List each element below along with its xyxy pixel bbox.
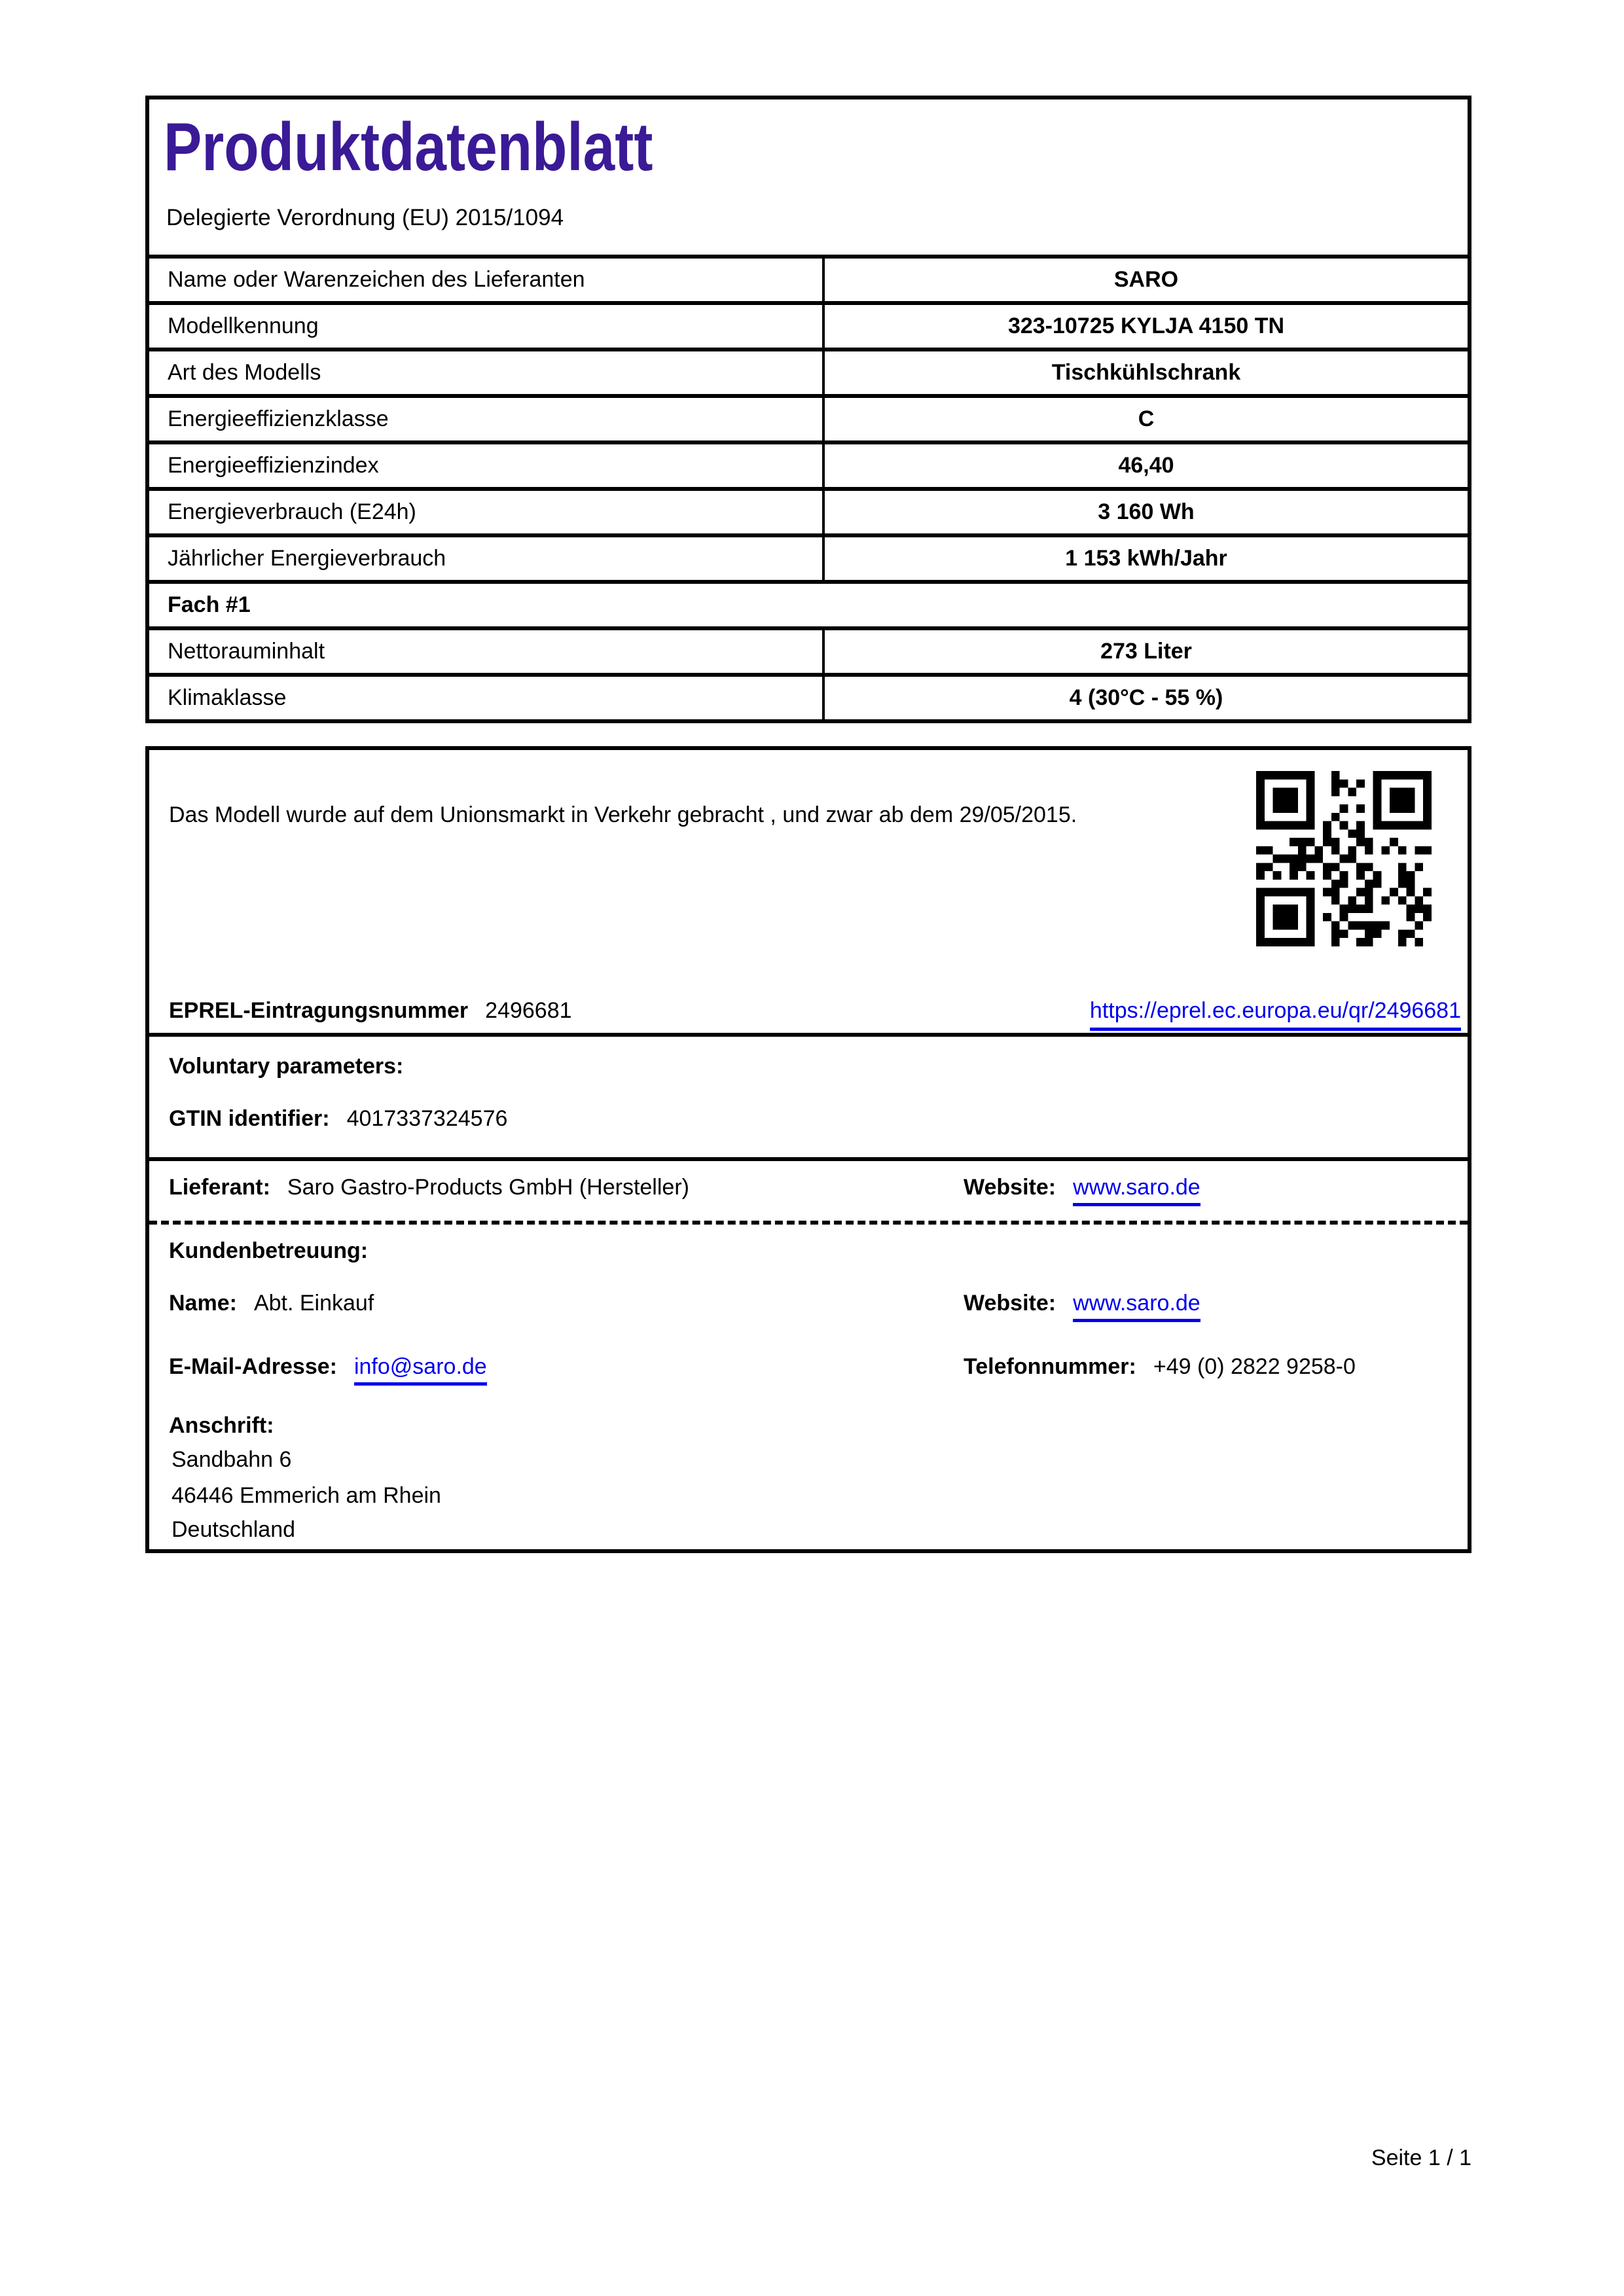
support-name-row <box>169 1290 374 1317</box>
market-placement-statement: Das Modell wurde auf dem Unionsmarkt in Verkehr gebracht , und zwar ab dem 29/05/2015. <box>169 802 1077 827</box>
phone-value: +49 (0) 2822 9258-0 <box>1153 1354 1356 1379</box>
email-label: E-Mail-Adresse: <box>169 1354 337 1379</box>
table-row <box>149 673 1468 719</box>
eprel-number-label: EPREL-Eintragungsnummer <box>169 998 469 1023</box>
row-label: Modellkennung <box>149 305 825 348</box>
row-label: Energieeffizienzklasse <box>149 398 825 440</box>
gtin-label: GTIN identifier: <box>169 1106 330 1131</box>
row-label: Energieverbrauch (E24h) <box>149 491 825 533</box>
support-website-link[interactable]: www.saro.de <box>1073 1291 1200 1322</box>
supplier-row <box>169 1174 689 1201</box>
row-value: 273 Liter <box>1100 639 1192 664</box>
row-label: Name oder Warenzeichen des Lieferanten <box>149 259 825 301</box>
row-label: Klimaklasse <box>149 677 825 719</box>
supplier-value: Saro Gastro-Products GmbH (Hersteller) <box>287 1175 689 1200</box>
row-value: 3 160 Wh <box>1098 499 1195 524</box>
table-row <box>149 533 1468 580</box>
table-row <box>149 348 1468 394</box>
website-label: Website: <box>964 1291 1056 1316</box>
table-row <box>149 487 1468 533</box>
page-number: Seite 1 / 1 <box>1371 2145 1471 2170</box>
website-label: Website: <box>964 1175 1056 1200</box>
regulation-subtitle: Delegierte Verordnung (EU) 2015/1094 <box>166 205 564 231</box>
row-value: C <box>1138 406 1155 431</box>
phone-label: Telefonnummer: <box>964 1354 1136 1379</box>
row-label: Energieeffizienzindex <box>149 444 825 487</box>
table-row <box>149 440 1468 487</box>
row-value: SARO <box>1113 267 1179 292</box>
supplier-website-link[interactable]: www.saro.de <box>1073 1175 1200 1206</box>
row-label: Art des Modells <box>149 351 825 394</box>
eprel-number-value: 2496681 <box>485 998 572 1023</box>
supplier-website-row <box>964 1174 1200 1201</box>
row-value: 4 (30°C - 55 %) <box>1069 685 1223 710</box>
support-email-row <box>169 1354 487 1380</box>
address-line: Sandbahn 6 <box>171 1447 292 1472</box>
row-label: Jährlicher Energieverbrauch <box>149 537 825 580</box>
address-line: Deutschland <box>171 1517 296 1542</box>
table-row <box>149 255 1468 301</box>
row-value: 1 153 kWh/Jahr <box>1065 546 1227 571</box>
name-label: Name: <box>169 1291 237 1316</box>
gtin-row <box>169 1105 507 1132</box>
eprel-registration-row <box>169 997 572 1024</box>
row-label: Nettorauminhalt <box>149 630 825 673</box>
row-value: 46,40 <box>1118 453 1174 478</box>
datasheet-header <box>149 110 1468 255</box>
support-email-link[interactable]: info@saro.de <box>354 1354 487 1386</box>
support-phone-row <box>964 1354 1356 1380</box>
voluntary-parameters-heading: Voluntary parameters: <box>169 1054 404 1079</box>
customer-support-heading: Kundenbetreuung: <box>169 1238 369 1263</box>
table-section-row: Fach #1 <box>149 580 1468 626</box>
gtin-value: 4017337324576 <box>346 1106 508 1131</box>
table-row <box>149 626 1468 673</box>
table-row <box>149 394 1468 440</box>
row-value: 323-10725 KYLJA 4150 TN <box>1007 314 1285 338</box>
name-value: Abt. Einkauf <box>253 1291 374 1316</box>
product-table <box>149 255 1468 719</box>
separator-line <box>149 1033 1468 1037</box>
row-value: Tischkühlschrank <box>1051 360 1241 385</box>
dashed-separator-line <box>149 1221 1468 1225</box>
eprel-box <box>145 746 1471 1553</box>
supplier-label: Lieferant: <box>169 1175 270 1200</box>
spec-box <box>145 96 1471 723</box>
address-line: 46446 Emmerich am Rhein <box>171 1483 441 1508</box>
eprel-url-link[interactable]: https://eprel.ec.europa.eu/qr/2496681 <box>1090 997 1461 1031</box>
address-label: Anschrift: <box>169 1413 274 1438</box>
separator-line <box>149 1157 1468 1161</box>
page-title: Produktdatenblatt <box>164 109 653 185</box>
qr-code <box>1256 771 1432 946</box>
table-row <box>149 301 1468 348</box>
support-website-row <box>964 1290 1200 1317</box>
